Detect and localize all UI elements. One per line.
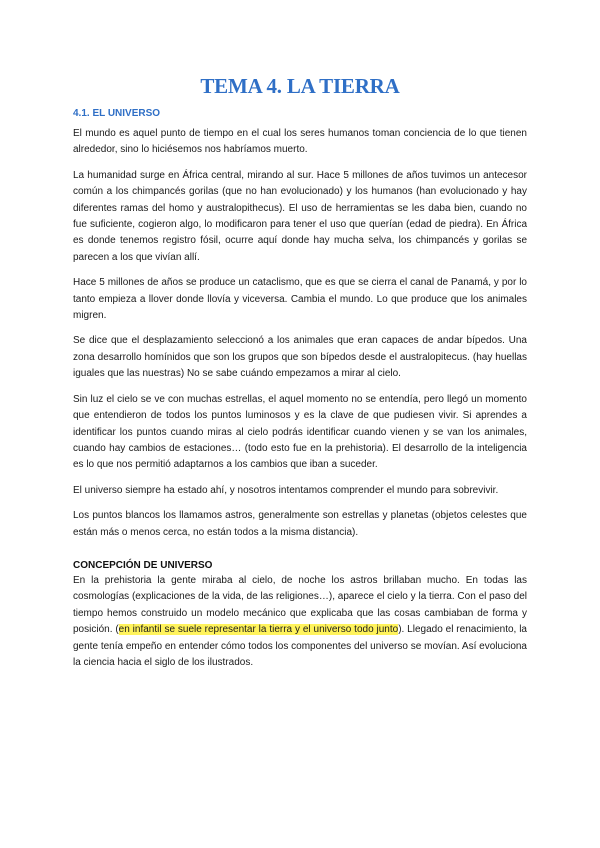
paragraph-3: Hace 5 millones de años se produce un cataclismo, que es que se cierra el canal de Panamá, y por lo tanto empieza a llover donde llovía y viceversa. Cambia el mundo. Lo que produce que los animales migren. <box>73 277 527 322</box>
paragraph-7: Los puntos blancos los llamamos astros, generalmente son estrellas y planetas (objetos celestes que están más o menos cerca, no están todos a la misma distancia). <box>73 510 527 538</box>
highlighted-text: en infantil se suele representar la tierra y el universo todo junto <box>118 624 399 636</box>
paragraph-2: La humanidad surge en África central, mirando al sur. Hace 5 millones de años tuvimos un antecesor común a los chimpancés gorilas (que no han evolucionado) y los humanos (han evolucionado y hay diferentes ramas del homo y australopithecus). El uso de herramientas se les daba bien, cuando no fue suficiente, cogieron algo, lo modificaron para tener el uso que querían (edad de piedra). En África es donde tenemos registro fósil, ocurre aquí donde hay mucha selva, los chimpancés y gorilas se parecen a los que vivían allí. <box>73 169 527 263</box>
page-title: TEMA 4. LA TIERRA <box>200 74 400 98</box>
paragraph-1: El mundo es aquel punto de tiempo en el cual los seres humanos toman conciencia de lo que tienen alrededor, sino lo hiciésemos nos habríamos muerto. <box>73 128 527 156</box>
paragraph-concepcion-start: En la prehistoria la gente miraba al cielo, de noche los astros brillaban mucho. En todas las cosmologías (explicaciones de la vida, de las religiones…), aparece el cielo y la tierra. Con el paso del tiempo hemos construido un modelo mecánico que explicaba que las cosas cambiaban de forma y posición. ( <box>73 574 527 636</box>
document-body <box>73 107 527 671</box>
section-heading-concepcion: CONCEPCIÓN DE UNIVERSO <box>73 559 213 571</box>
paragraph-concepcion <box>73 573 527 671</box>
paragraph-4: Se dice que el desplazamiento seleccionó a los animales que eran capaces de andar bípedos. Una zona desarrollo homínidos que son los grupos que son bípedos desde el australopitecus. (hay huellas iguales que las nuestras) No se sabe cuándo empezamos a mirar al cielo. <box>73 335 527 380</box>
paragraph-concepcion-end: ). Llegado el renacimiento, la gente tenía empeño en entender cómo todos los componentes del universo se movían. Así evoluciona la ciencia hacia el siglo de los ilustrados. <box>73 624 527 668</box>
paragraph-5: Sin luz el cielo se ve con muchas estrellas, el aquel momento no se entendía, pero llegó un momento que entendieron de todos los puntos luminosos y es la clave de que pudiesen vivir. Si aprendes a identificar los puntos cuando miras al cielo podrás identificar cuando vienen y se van los animales, cuando hay cambios de estaciones… (todo esto fue en la prehistoria). El desarrollo de la inteligencia es lo que nos permitió adaptarnos a los cambios que iban a suceder. <box>73 393 527 471</box>
section-heading-universo: 4.1. EL UNIVERSO <box>73 108 161 119</box>
paragraph-6: El universo siempre ha estado ahí, y nosotros intentamos comprender el mundo para sobrevivir. <box>73 484 499 496</box>
